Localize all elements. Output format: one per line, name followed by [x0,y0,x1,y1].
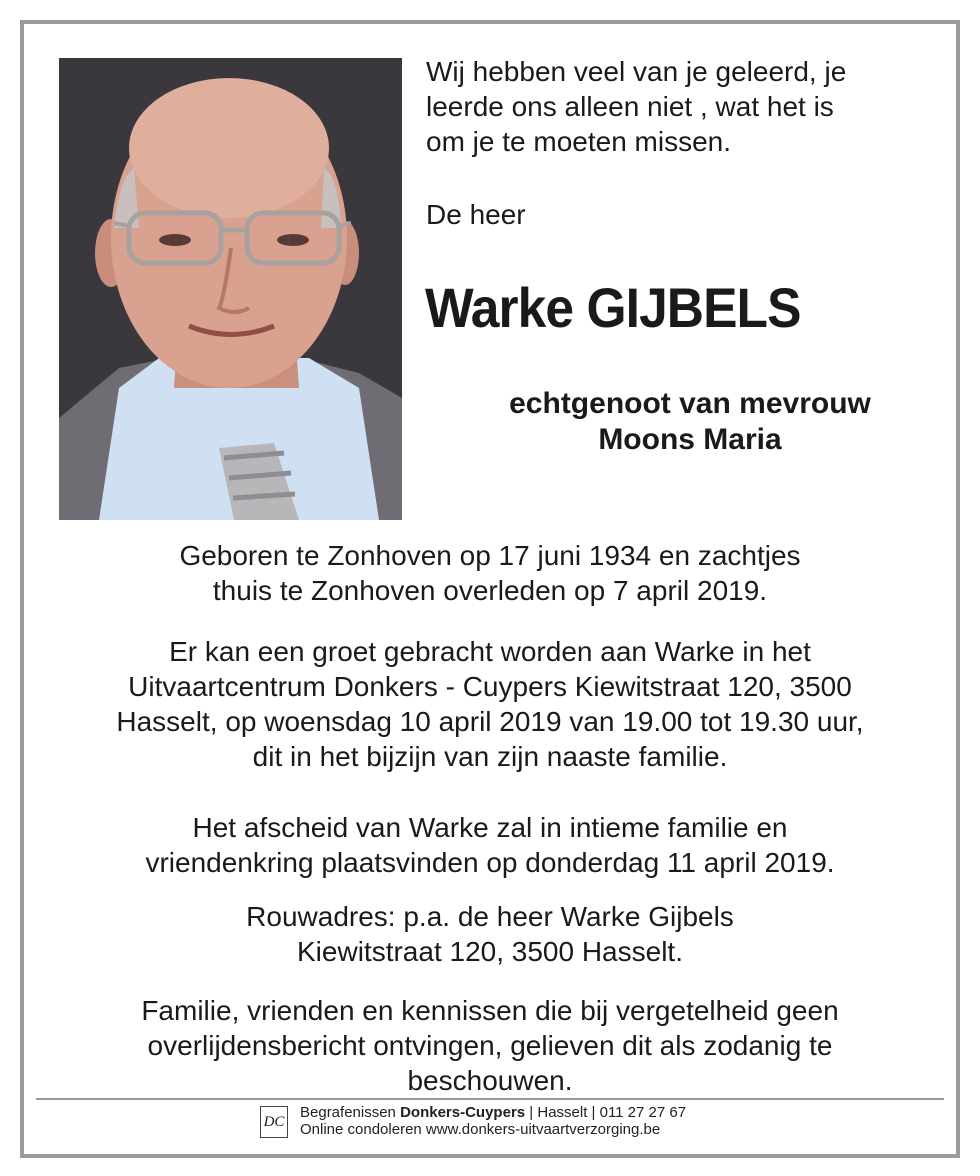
spouse-line-2: Moons Maria [598,423,782,456]
notice-paragraph [40,993,940,1098]
text-line: Uitvaartcentrum Donkers - Cuypers Kiewitstraat 120, 3500 [128,671,852,702]
footer-condolence-link[interactable]: Online condoleren www.donkers-uitvaartverzorging.be [300,1121,661,1138]
deceased-name: Warke GIJBELS [425,276,801,339]
birth-death-paragraph [40,538,940,608]
footer-prefix: Begrafenissen [300,1104,401,1121]
spouse-line-1: echtgenoot van mevrouw [509,387,871,420]
footer-line-1 [300,1104,686,1121]
farewell-paragraph [40,810,940,880]
text-line: overlijdensbericht ontvingen, gelieven dit als zodanig te [147,1030,833,1061]
spouse-info [420,386,960,458]
memorial-quote [426,54,946,159]
text-line: Het afscheid van Warke zal in intieme familie en [192,812,788,843]
text-line: Hasselt, op woensdag 10 april 2019 van 19.00 tot 19.30 uur, [116,706,864,737]
text-line: Geboren te Zonhoven op 17 juni 1934 en zachtjes [179,540,801,571]
quote-line: leerde ons alleen niet , wat het is [426,91,834,122]
text-line: beschouwen. [407,1065,573,1096]
funeral-home-logo-icon: DC [260,1106,288,1138]
footer-suffix: | Hasselt | 011 27 27 67 [525,1104,687,1121]
portrait-illustration [59,58,402,520]
quote-line: Wij hebben veel van je geleerd, je [426,56,847,87]
portrait-photo [59,58,402,520]
text-line: vriendenkring plaatsvinden op donderdag 11 april 2019. [145,847,835,878]
footer-text [300,1104,686,1138]
honorific: De heer [426,199,526,230]
text-line: Familie, vrienden en kennissen die bij vergetelheid geen [141,995,839,1026]
text-line: Er kan een groet gebracht worden aan Warke in het [169,636,811,667]
text-line: Rouwadres: p.a. de heer Warke Gijbels [246,901,734,932]
visitation-paragraph [40,634,940,774]
footer-divider [36,1098,944,1100]
text-line: Kiewitstraat 120, 3500 Hasselt. [297,936,683,967]
text-line: thuis te Zonhoven overleden op 7 april 2019. [212,575,768,606]
mourning-address-paragraph [40,899,940,969]
quote-line: om je te moeten missen. [426,126,732,157]
footer-company: Donkers-Cuypers [400,1104,526,1121]
text-line: dit in het bijzijn van zijn naaste familie. [252,741,728,772]
